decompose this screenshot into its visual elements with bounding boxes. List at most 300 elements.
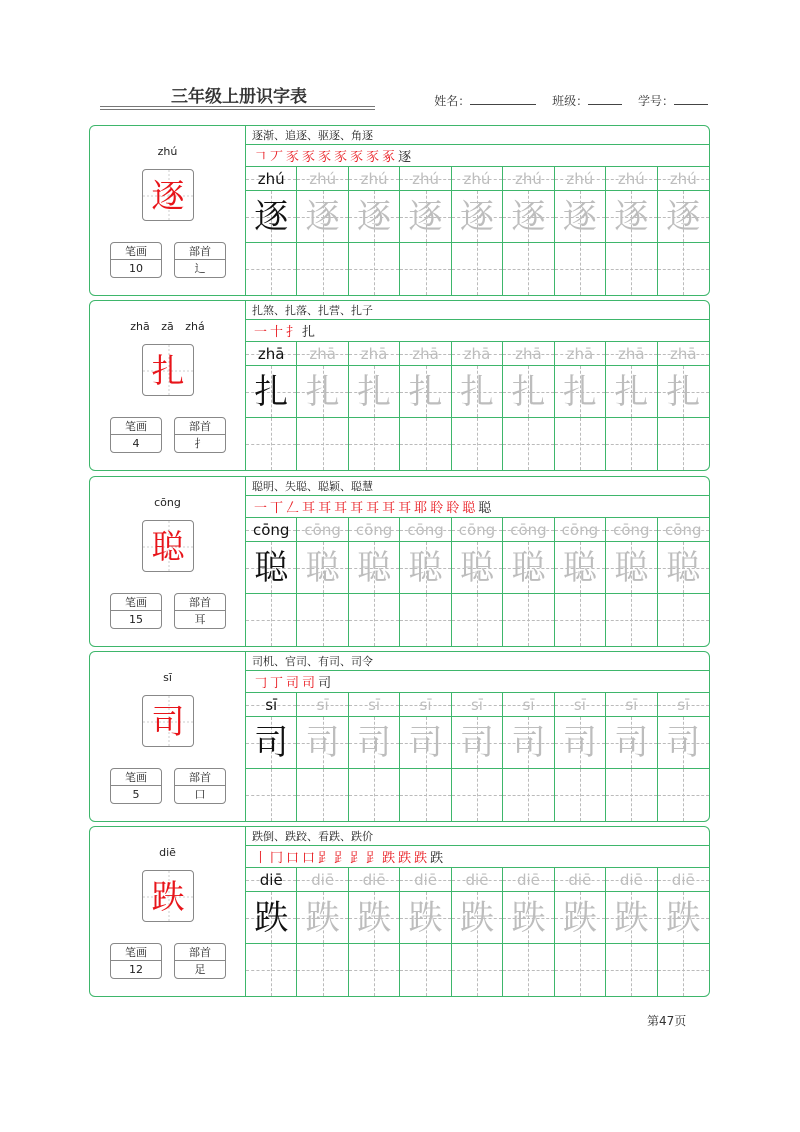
id-blank[interactable] [674,93,708,105]
character-trace: 跌 [666,897,701,938]
pinyin-trace[interactable] [297,868,347,892]
example-words: 跌倒、跌跤、看跌、跌价 [246,827,709,846]
model-character: 聪 [151,526,185,566]
pinyin-text: cōng [510,521,547,539]
character-trace-cell[interactable] [503,191,553,243]
stroke-step: 耳 [334,501,348,516]
character-trace: 扎 [511,371,546,412]
blank-writing-cell[interactable] [606,243,656,295]
character-trace: 逐 [408,196,443,237]
character-trace: 逐 [357,196,392,237]
character-trace-cell[interactable] [452,892,502,944]
character-trace-cell[interactable] [606,542,656,594]
character-trace: 跌 [562,897,597,938]
character-trace: 司 [408,722,443,763]
writing-grid [246,518,709,646]
character-trace-cell[interactable] [297,542,347,594]
stroke-step: 跌 [414,851,428,866]
blank-writing-cell[interactable] [246,769,296,821]
radical-label: 部首 [175,769,225,786]
character-trace-cell[interactable] [400,892,450,944]
character-trace: 聪 [666,547,701,588]
stroke-order-row [246,846,709,868]
blank-writing-cell[interactable] [555,769,605,821]
pinyin-trace[interactable] [658,518,709,542]
character-trace-cell[interactable] [400,717,450,769]
pinyin-text: zhā [618,345,645,363]
character-trace-cell[interactable] [658,542,709,594]
blank-writing-cell[interactable] [503,594,553,646]
pinyin-trace[interactable] [349,518,399,542]
pinyin-trace[interactable] [400,868,450,892]
practice-column [658,868,709,996]
pinyin-trace[interactable] [555,342,605,366]
pinyin-text: zhú [360,170,388,188]
character-trace-cell[interactable] [349,191,399,243]
practice-panel [246,827,709,996]
character-info-panel [90,477,246,646]
stroke-step: 一 [254,501,268,516]
pinyin-trace[interactable] [503,693,553,717]
practice-column [246,868,297,996]
blank-writing-cell[interactable] [452,944,502,996]
stroke-step: 𠃍 [254,150,268,165]
blank-writing-cell[interactable] [246,594,296,646]
blank-writing-cell[interactable] [297,944,347,996]
pinyin-text: cōng [665,521,702,539]
pinyin-trace[interactable] [606,518,656,542]
pinyin-trace[interactable] [297,167,347,191]
pinyin-text: zhú [617,170,645,188]
blank-writing-cell[interactable] [658,944,709,996]
pinyin-trace[interactable] [349,868,399,892]
stroke-count-label: 笔画 [111,594,161,611]
pinyin-trace[interactable] [555,518,605,542]
pinyin-text: zhā [566,345,594,363]
blank-writing-cell[interactable] [555,594,605,646]
character-trace-cell[interactable] [297,366,347,418]
character-model: 扎 [254,371,289,412]
writing-grid [246,868,709,996]
blank-writing-cell[interactable] [606,769,656,821]
practice-column [658,518,709,646]
character-trace-cell[interactable] [452,717,502,769]
character-trace-cell[interactable] [503,892,553,944]
character-trace-cell[interactable] [606,717,656,769]
character-trace: 扎 [357,371,392,412]
character-card [89,826,710,997]
blank-writing-cell[interactable] [400,243,450,295]
pinyin-model [246,518,296,542]
radical-box [174,242,226,278]
character-trace: 跌 [408,897,443,938]
character-card [89,476,710,647]
pinyin-trace[interactable] [555,693,605,717]
character-trace: 跌 [511,897,546,938]
pinyin-trace[interactable] [452,167,502,191]
character-trace: 聪 [357,547,392,588]
stroke-step: 豕 [334,150,348,165]
blank-writing-cell[interactable] [658,418,709,470]
practice-column [246,167,297,295]
pinyin-text: diē [568,871,592,889]
blank-writing-cell[interactable] [349,594,399,646]
practice-column [658,167,709,295]
character-trace-cell[interactable] [400,542,450,594]
character-trace-cell[interactable] [452,191,502,243]
character-trace-cell[interactable] [658,191,709,243]
blank-writing-cell[interactable] [349,243,399,295]
blank-writing-cell[interactable] [297,418,347,470]
class-label: 班级： [552,94,589,108]
stroke-step: 耳 [398,501,412,516]
character-model: 跌 [254,897,289,938]
blank-writing-cell[interactable] [452,418,502,470]
radical-value: 辶 [194,262,206,275]
model-character-box [142,169,194,221]
stroke-step: 丁 [270,676,284,691]
blank-writing-cell[interactable] [555,418,605,470]
character-trace-cell[interactable] [658,366,709,418]
character-trace: 扎 [305,371,340,412]
character-trace: 逐 [666,196,701,237]
character-trace-cell[interactable] [555,892,605,944]
pinyin-trace[interactable] [606,868,656,892]
blank-writing-cell[interactable] [297,594,347,646]
practice-column [555,868,606,996]
blank-writing-cell[interactable] [297,769,347,821]
pinyin-trace[interactable] [658,693,709,717]
blank-writing-cell[interactable] [452,243,502,295]
stroke-step: 扌 [286,325,300,340]
blank-writing-cell[interactable] [503,769,553,821]
character-trace-cell[interactable] [555,366,605,418]
pinyin-trace[interactable] [452,518,502,542]
character-trace-cell[interactable] [503,717,553,769]
blank-writing-cell[interactable] [246,418,296,470]
pinyin-trace[interactable] [555,868,605,892]
stroke-count-box [110,417,162,453]
blank-writing-cell[interactable] [400,594,450,646]
pinyin-text: sī [368,696,381,714]
character-model-cell [246,717,296,769]
blank-writing-cell[interactable] [349,418,399,470]
radical-box [174,593,226,629]
practice-column [658,342,709,470]
pinyin-trace[interactable] [400,518,450,542]
blank-writing-cell[interactable] [555,944,605,996]
character-trace: 聪 [408,547,443,588]
pinyin-text: zhā [515,345,542,363]
stroke-step: 聆 [446,501,460,516]
name-label: 姓名： [434,94,471,108]
practice-column [503,167,554,295]
character-trace: 扎 [562,371,597,412]
character-info-panel [90,126,246,295]
radical-label: 部首 [175,243,225,260]
stroke-count-box [110,242,162,278]
pinyin-trace[interactable] [555,167,605,191]
pinyin-text: sī [419,696,432,714]
pinyin-reading: cōng [154,496,181,509]
stroke-step: 𠃋 [286,501,300,516]
pinyin-trace[interactable] [606,342,656,366]
stroke-step: 耳 [382,501,396,516]
practice-column [452,868,503,996]
character-trace-cell[interactable] [400,366,450,418]
pinyin-trace[interactable] [297,518,347,542]
radical-box [174,768,226,804]
character-trace-cell[interactable] [400,191,450,243]
pinyin-text: sī [265,696,278,714]
practice-column [349,342,400,470]
pinyin-text: zhú [412,170,439,188]
practice-column [400,167,451,295]
pinyin-model [246,693,296,717]
pinyin-trace[interactable] [658,342,709,366]
practice-column [555,167,606,295]
stroke-order-row [246,671,709,693]
character-trace-cell[interactable] [658,717,709,769]
pinyin-reading: sī [163,671,172,684]
stroke-order-row [246,320,709,342]
pinyin-text: diē [465,871,489,889]
pinyin-text: zhú [669,170,697,188]
practice-column [349,868,400,996]
stroke-step: 𠃌 [254,676,268,691]
stroke-step: 丨 [254,851,268,866]
blank-writing-cell[interactable] [606,418,656,470]
stroke-step: 口 [302,851,316,866]
model-character: 逐 [151,175,185,215]
blank-writing-cell[interactable] [349,944,399,996]
practice-column [555,342,606,470]
pinyin-trace[interactable] [452,693,502,717]
character-trace: 逐 [511,196,546,237]
blank-writing-cell[interactable] [400,418,450,470]
stroke-step: 十 [270,325,284,340]
pinyin-trace[interactable] [400,342,450,366]
blank-writing-cell[interactable] [503,418,553,470]
stroke-step: 聪 [478,501,492,516]
model-character-box [142,695,194,747]
practice-panel [246,126,709,295]
practice-column [658,693,709,821]
character-trace: 跌 [459,897,494,938]
pinyin-text: zhú [514,170,542,188]
name-blank[interactable] [470,93,536,105]
pinyin-text: cōng [458,521,496,539]
stroke-step: 𧾷 [334,851,348,866]
pinyin-text: sī [625,696,638,714]
blank-writing-cell[interactable] [658,594,709,646]
blank-writing-cell[interactable] [658,243,709,295]
practice-column [503,868,554,996]
practice-column [606,342,657,470]
model-character: 扎 [151,350,185,390]
character-model-cell [246,542,296,594]
character-trace-cell[interactable] [297,717,347,769]
blank-writing-cell[interactable] [452,594,502,646]
practice-column [400,342,451,470]
practice-column [246,342,297,470]
character-trace-cell[interactable] [555,542,605,594]
pinyin-text: sī [522,696,535,714]
pinyin-trace[interactable] [503,167,553,191]
pinyin-trace[interactable] [349,693,399,717]
blank-writing-cell[interactable] [606,944,656,996]
pinyin-trace[interactable] [658,167,709,191]
character-trace: 聪 [614,547,649,588]
blank-writing-cell[interactable] [452,769,502,821]
stroke-step: 豕 [302,150,316,165]
pinyin-trace[interactable] [606,693,656,717]
pinyin-text: zhā [412,345,439,363]
stroke-count-label: 笔画 [111,243,161,260]
stroke-step: 跌 [398,851,412,866]
pinyin-text: diē [362,871,386,889]
character-trace-cell[interactable] [349,717,399,769]
radical-value: 扌 [194,437,206,450]
pinyin-trace[interactable] [452,868,502,892]
character-trace-cell[interactable] [452,366,502,418]
character-info-panel [90,301,246,470]
pinyin-trace[interactable] [297,693,347,717]
pinyin-trace[interactable] [503,342,553,366]
stroke-order-row [246,145,709,167]
character-trace-cell[interactable] [503,542,553,594]
stroke-count-box [110,943,162,979]
blank-writing-cell[interactable] [246,243,296,295]
character-trace-cell[interactable] [452,542,502,594]
stroke-step: 逐 [398,150,412,165]
character-trace-cell[interactable] [658,892,709,944]
stroke-count-label: 笔画 [111,418,161,435]
stroke-count-value: 10 [129,262,143,275]
stroke-step: 豕 [366,150,380,165]
pinyin-text: zhú [309,170,337,188]
character-trace-cell[interactable] [297,892,347,944]
pinyin-trace[interactable] [503,868,553,892]
pinyin-trace[interactable] [349,167,399,191]
stroke-step: 耳 [366,501,380,516]
pinyin-text: cōng [304,521,341,539]
blank-writing-cell[interactable] [349,769,399,821]
practice-column [452,518,503,646]
practice-column [606,868,657,996]
pinyin-trace[interactable] [297,342,347,366]
stroke-step: 司 [318,676,332,691]
stroke-step: 跌 [430,851,444,866]
pinyin-text: zhú [566,170,594,188]
stroke-step: 丆 [270,150,284,165]
character-trace-cell[interactable] [349,892,399,944]
stroke-count-label: 笔画 [111,944,161,961]
stroke-step: 𧾷 [318,851,332,866]
pinyin-text: zhú [463,170,491,188]
class-blank[interactable] [588,93,622,105]
radical-value: 口 [194,788,206,801]
stroke-step: 聪 [462,501,476,516]
practice-column [606,693,657,821]
student-fields [434,92,708,109]
blank-writing-cell[interactable] [606,594,656,646]
blank-writing-cell[interactable] [658,769,709,821]
pinyin-text: zhú [257,170,285,188]
pinyin-trace[interactable] [349,342,399,366]
radical-label: 部首 [175,418,225,435]
blank-writing-cell[interactable] [503,944,553,996]
practice-column [503,518,554,646]
character-trace: 逐 [614,196,649,237]
character-trace-cell[interactable] [349,542,399,594]
pinyin-trace[interactable] [400,693,450,717]
pinyin-trace[interactable] [606,167,656,191]
radical-label: 部首 [175,594,225,611]
character-trace-cell[interactable] [555,191,605,243]
pinyin-text: sī [470,696,483,714]
model-character-box [142,344,194,396]
stroke-count-box [110,768,162,804]
character-trace: 扎 [408,371,443,412]
pinyin-text: zhā [360,345,388,363]
character-trace-cell[interactable] [503,366,553,418]
stroke-count-value: 12 [129,963,143,976]
pinyin-text: diē [311,871,335,889]
worksheet-header [95,82,710,112]
character-trace-cell[interactable] [606,892,656,944]
model-character-box [142,870,194,922]
character-trace-cell[interactable] [606,191,656,243]
radical-box [174,417,226,453]
character-trace: 聪 [511,547,546,588]
pinyin-trace[interactable] [503,518,553,542]
practice-column [349,167,400,295]
character-trace: 司 [357,722,392,763]
practice-column [555,693,606,821]
character-trace-cell[interactable] [606,366,656,418]
character-model-cell [246,366,296,418]
radical-box [174,943,226,979]
pinyin-trace[interactable] [658,868,709,892]
pinyin-model [246,868,296,892]
blank-writing-cell[interactable] [400,944,450,996]
pinyin-text: zhā [669,345,697,363]
pinyin-trace[interactable] [400,167,450,191]
blank-writing-cell[interactable] [555,243,605,295]
character-trace-cell[interactable] [349,366,399,418]
blank-writing-cell[interactable] [400,769,450,821]
stroke-step: 豕 [318,150,332,165]
blank-writing-cell[interactable] [246,944,296,996]
blank-writing-cell[interactable] [297,243,347,295]
title-underline [100,106,375,107]
pinyin-trace[interactable] [452,342,502,366]
blank-writing-cell[interactable] [503,243,553,295]
character-trace-cell[interactable] [297,191,347,243]
pinyin-text: zhā [257,345,285,363]
pinyin-model [246,167,296,191]
pinyin-text: diē [516,871,540,889]
stroke-step: 𧾷 [366,851,380,866]
stroke-count-value: 4 [132,437,140,450]
character-trace-cell[interactable] [555,717,605,769]
character-trace: 司 [305,722,340,763]
stroke-order-row [246,496,709,518]
model-character-box [142,520,194,572]
character-info-panel [90,652,246,821]
practice-column [246,693,297,821]
